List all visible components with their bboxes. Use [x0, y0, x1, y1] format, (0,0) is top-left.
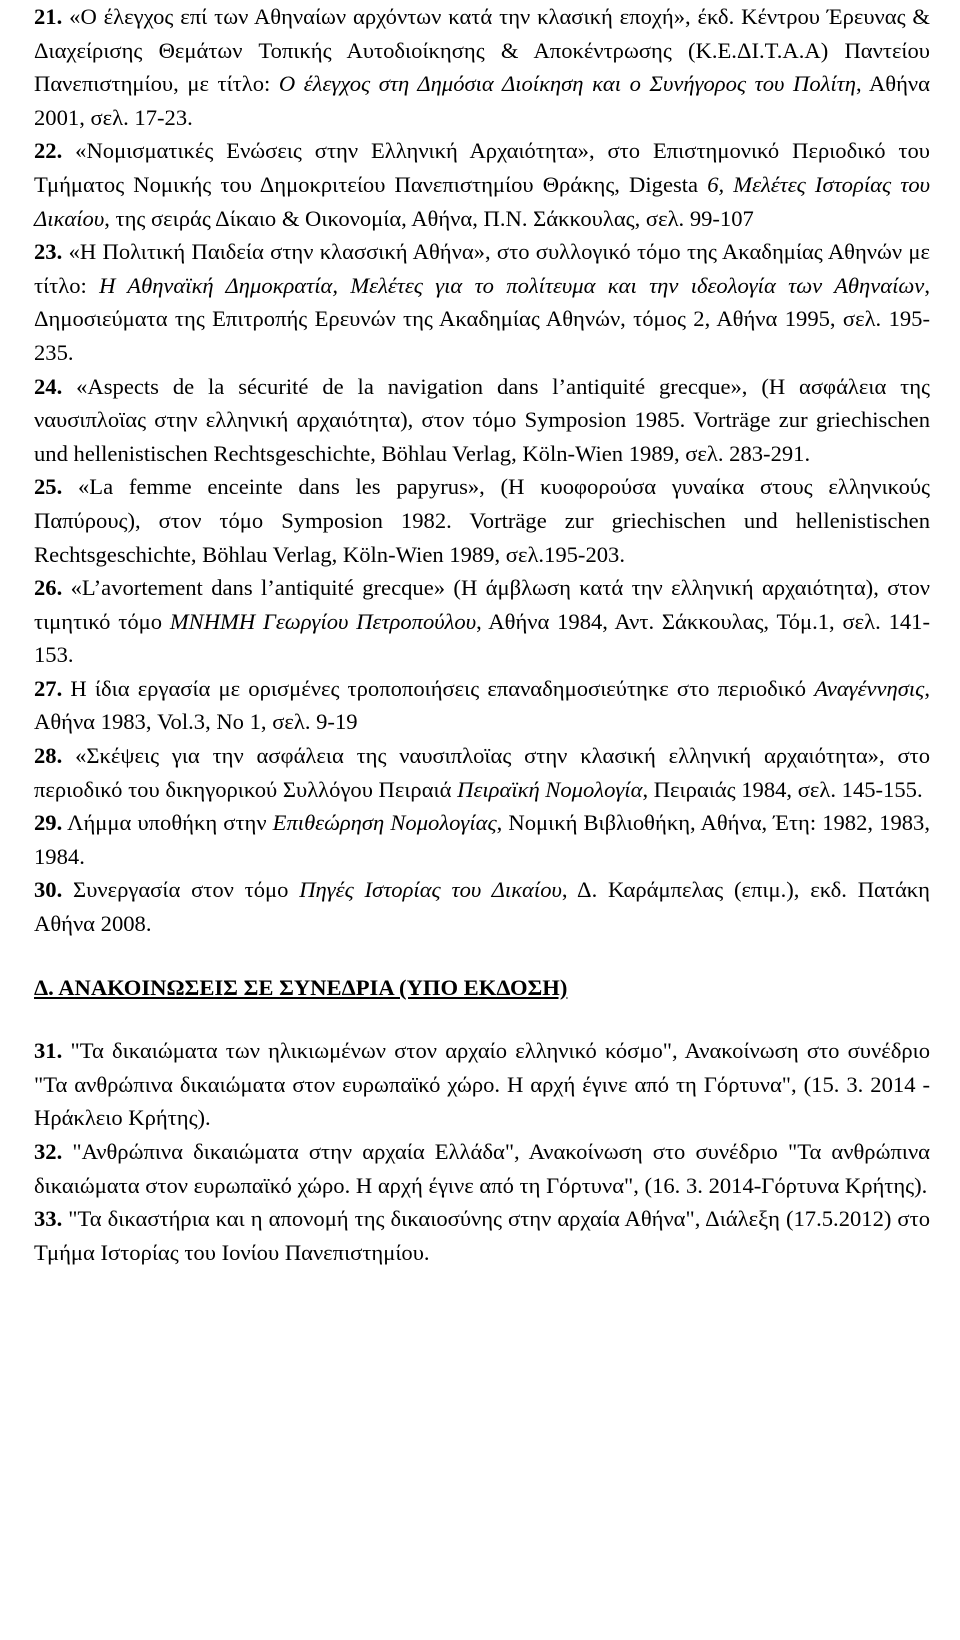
entry-number: 29. — [34, 810, 63, 836]
entry-number: 22. — [34, 138, 63, 164]
entry-number: 24. — [34, 373, 63, 399]
bibliography-entry — [34, 739, 930, 806]
bibliography-entry — [34, 0, 930, 134]
entry-number: 23. — [34, 239, 63, 265]
entry-title-italic: Επιθεώρηση Νομολογίας — [272, 810, 497, 836]
bibliography-entry — [34, 1034, 930, 1135]
bibliography-entry — [34, 1135, 930, 1202]
entry-text: , Νομική Βιβλιοθήκη, Αθήνα, Έτη: 1982, 1983, 1984. — [34, 810, 930, 869]
entry-text: , Δ. Καράμπελας (επιμ.), εκδ. Πατάκη Αθήνα 2008. — [34, 877, 930, 937]
bibliography-entry — [34, 873, 930, 940]
entry-title-italic: 6, Μελέτες Ιστορίας του Δικαίου — [34, 171, 930, 231]
entry-number: 27. — [34, 675, 63, 701]
entry-text: «Ο έλεγχος επί των Αθηναίων αρχόντων κατά την κλασική εποχή», έκδ. Κέντρου Έρευνας & Διαχείρισης Θεμάτων Τοπικής Αυτοδιοίκησης & Αποκέντρωσης (Κ.Ε.ΔΙ.Τ.Α.Α) Παντείου Πανεπιστημίου, με τίτλο: — [34, 4, 930, 97]
entry-number: 21. — [34, 4, 63, 29]
entry-number: 30. — [34, 877, 63, 903]
bibliography-entry — [34, 806, 930, 873]
bibliography-entry — [34, 235, 930, 369]
entry-text: , Αθήνα 1984, Αντ. Σάκκουλας, Τόμ.1, σελ. 141-153. — [34, 608, 930, 668]
publication-list — [34, 0, 930, 941]
entry-text: «Aspects de la sécurité de la navigation dans l’antiquité grecque», (Η ασφάλεια της ναυσιπλοϊας στην ελληνική αρχαιότητα), στον τόμο Symposion 1985. Vorträge zur griechischen und hellenistischen Rechtsgeschichte, Böhlau Verlag, Köln-Wien 1989, σελ. 283-291. — [34, 373, 930, 466]
entry-text: «Σκέψεις για την ασφάλεια της ναυσιπλοϊας στην κλασική ελληνική αρχαιότητα», στο περιοδικό του δικηγορικού Συλλόγου Πειραιά — [34, 743, 930, 802]
entry-text: «Νομισματικές Ενώσεις στην Ελληνική Αρχαιότητα», στο Επιστημονικό Περιοδικό του Τμήματος Νομικής του Δημοκριτείου Πανεπιστημίου Θράκης, Digesta — [34, 138, 930, 197]
entry-text: "Τα δικαστήρια και η απονομή της δικαιοσύνης στην αρχαία Αθήνα", Διάλεξη (17.5.2012) στο Τμήμα Ιστορίας του Ιονίου Πανεπιστημίου. — [34, 1206, 930, 1265]
entry-text: "Ανθρώπινα δικαιώματα στην αρχαία Ελλάδα", Ανακοίνωση στο συνέδριο "Τα ανθρώπινα δικαιώματα στον ευρωπαϊκό χώρο. Η αρχή έγινε από τη Γόρτυνα", (16. 3. 2014-Γόρτυνα Κρήτης). — [34, 1139, 930, 1198]
entry-title-italic: ΜΝΗΜΗ Γεωργίου Πετροπούλου — [169, 608, 477, 634]
entry-number: 25. — [34, 474, 63, 500]
entry-text: «La femme enceinte dans les papyrus», (Η κυοφορούσα γυναίκα στους ελληνικούς Παπύρους), στον τόμο Symposion 1982. Vorträge zur griechischen und hellenistischen Rechtsgeschichte, Böhlau Verlag, Köln-Wien 1989, σελ.195-203. — [34, 474, 930, 567]
entry-text: , Αθήνα 1983, Vol.3, No 1, σελ. 9-19 — [34, 675, 930, 735]
section-heading: Δ. ΑΝΑΚΟΙΝΩΣΕΙΣ ΣΕ ΣΥΝΕΔΡΙΑ (ΥΠΟ ΕΚΔΟΣΗ) — [34, 974, 568, 1000]
entry-text: , Δημοσιεύματα της Επιτροπής Ερευνών της Ακαδημίας Αθηνών, τόμος 2, Αθήνα 1995, σελ. 195-235. — [34, 272, 930, 365]
entry-title-italic: Πηγές Ιστορίας του Δικαίου — [299, 877, 562, 903]
entry-text: Λήμμα υποθήκη στην — [62, 810, 273, 836]
entry-number: 26. — [34, 575, 63, 601]
bibliography-entry — [34, 1202, 930, 1269]
entry-number: 33. — [34, 1206, 63, 1232]
entry-text: "Τα δικαιώματα των ηλικιωμένων στον αρχαίο ελληνικό κόσμο", Ανακοίνωση στο συνέδριο "Τα ανθρώπινα δικαιώματα στον ευρωπαϊκό χώρο. Η αρχή έγινε από τη Γόρτυνα", (15. 3. 2014 - Ηράκλειο Κρήτης). — [34, 1038, 930, 1131]
entry-title-italic: Ο έλεγχος στη Δημόσια Διοίκηση και ο Συνήγορος του Πολίτη — [278, 71, 856, 97]
entry-text: «Η Πολιτική Παιδεία στην κλασσική Αθήνα», στο συλλογικό τόμο της Ακαδημίας Αθηνών με τίτλο: — [34, 239, 930, 298]
conference-list — [34, 1034, 930, 1269]
entry-text: , Αθήνα 2001, σελ. 17-23. — [34, 71, 930, 130]
entry-number: 31. — [34, 1038, 63, 1064]
bibliography-entry — [34, 470, 930, 571]
bibliography-entry — [34, 672, 930, 739]
entry-number: 32. — [34, 1139, 63, 1164]
bibliography-entry — [34, 134, 930, 235]
entry-text: Συνεργασία στον τόμο — [62, 877, 300, 903]
entry-text: , της σειράς Δίκαιο & Οικονομία, Αθήνα, Π.Ν. Σάκκουλας, σελ. 99-107 — [104, 205, 754, 231]
entry-title-italic: Πειραϊκή Νομολογία — [457, 776, 643, 802]
entry-text: «L’avortement dans l’antiquité grecque» (Η άμβλωση κατά την ελληνική αρχαιότητα), στον τιμητικό τόμο — [34, 575, 930, 634]
entry-text: Η ίδια εργασία με ορισμένες τροποποιήσεις επαναδημοσιεύτηκε στο περιοδικό — [62, 675, 815, 701]
entry-title-italic: Η Αθηναϊκή Δημοκρατία, Μελέτες για το πολίτευμα και την ιδεολογία των Αθηναίων — [99, 272, 925, 298]
entry-number: 28. — [34, 743, 63, 769]
entry-title-italic: Αναγέννησις — [814, 675, 925, 701]
bibliography-entry — [34, 370, 930, 471]
entry-text: , Πειραιάς 1984, σελ. 145-155. — [642, 776, 923, 802]
bibliography-entry — [34, 571, 930, 672]
